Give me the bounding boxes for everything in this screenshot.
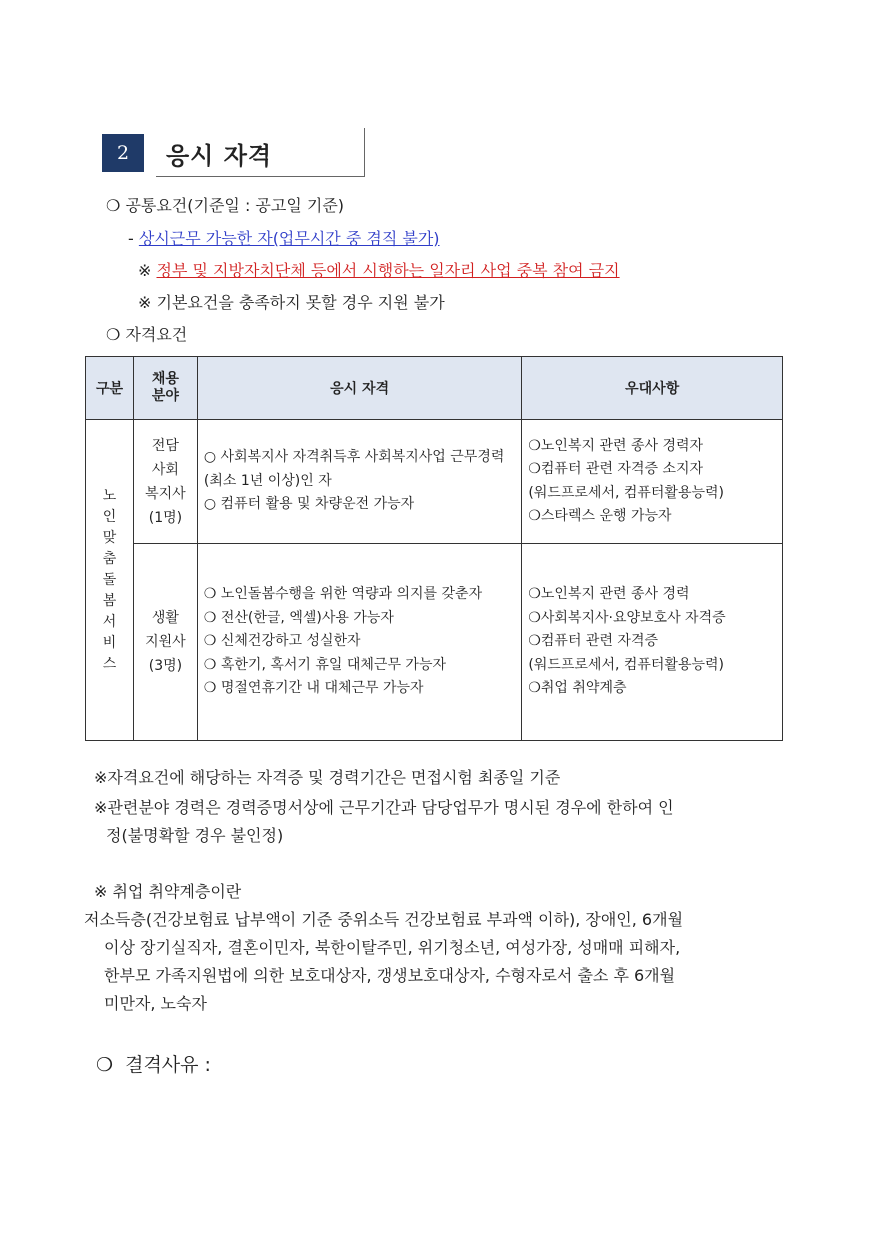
vulnerable-line: 이상 장기실직자, 결혼이민자, 북한이탈주민, 위기청소년, 여성가장, 성매매 피해자,	[104, 938, 681, 957]
common-note-basic: ※ 기본요건을 충족하지 못할 경우 지원 불가	[138, 293, 445, 312]
section-number-badge: 2	[102, 134, 144, 172]
list-item: ❍ 노인돌봄수행을 위한 역량과 의지를 갖춘자	[203, 586, 483, 603]
list-item: ○ 컴퓨터 활용 및 차량운전 가능자	[203, 496, 415, 513]
list-item: ❍ 전산(한글, 엑셀)사용 가능자	[203, 609, 394, 626]
requirements-table	[85, 356, 783, 741]
list-item: ❍컴퓨터 관련 자격증	[528, 633, 659, 650]
vulnerable-line: 한부모 가족지원법에 의한 보호대상자, 갱생보호대상자, 수형자로서 출소 후 6개월	[104, 966, 676, 985]
list-item: (워드프로세서, 컴퓨터활용능력)	[528, 656, 724, 673]
list-item: (워드프로세서, 컴퓨터활용능력)	[528, 484, 724, 501]
field-cell: 전담 사회 복지사 (1명)	[133, 420, 197, 544]
list-item: ❍컴퓨터 관련 자격증 소지자	[528, 461, 704, 477]
list-item: ❍ 혹한기, 혹서기 휴일 대체근무 가능자	[203, 656, 446, 673]
note-career-proof: ※관련분야 경력은 경력증명서상에 근무기간과 담당업무가 명시된 경우에 한하여 인	[94, 798, 674, 817]
preference-cell	[522, 420, 783, 544]
duplicate-participation-note: 정부 및 지방자치단체 등에서 시행하는 일자리 사업 중복 참여 금지	[156, 261, 620, 280]
preference-cell	[522, 544, 783, 741]
list-item: ❍노인복지 관련 종사 경력자	[528, 437, 704, 454]
category-cell: 노인맞춤돌봄서비스	[86, 420, 134, 741]
vulnerable-heading: ※ 취업 취약계층이란	[94, 882, 242, 901]
list-item: ❍ 명절연휴기간 내 대체근무 가능자	[203, 680, 424, 697]
note-qualification-date: ※자격요건에 해당하는 자격증 및 경력기간은 면접시험 최종일 기준	[94, 768, 561, 787]
header-field: 채용 분야	[133, 357, 197, 420]
list-item: ❍사회복지사·요양보호사 자격증	[528, 609, 726, 626]
qualification-cell	[197, 544, 521, 741]
header-category: 구분	[86, 357, 134, 420]
fulltime-requirement: 상시근무 가능한 자(업무시간 중 겸직 불가)	[138, 229, 440, 248]
list-item: ❍스타렉스 운행 가능자	[528, 508, 672, 524]
qualification-heading: ❍ 자격요건	[106, 325, 188, 344]
note-career-proof-cont: 정(불명확할 경우 불인정)	[106, 826, 284, 845]
vulnerable-line: 미만자, 노숙자	[104, 994, 207, 1013]
list-item: ○ 사회복지사 자격취득후 사회복지사업 근무경력(최소 1년 이상)인 자	[203, 449, 505, 489]
table-row	[86, 544, 783, 741]
header-qualification: 응시 자격	[197, 357, 521, 420]
header-preference: 우대사항	[522, 357, 783, 420]
list-item: ❍취업 취약계층	[528, 680, 627, 697]
table-row	[86, 420, 783, 544]
section-title: 응시 자격	[166, 142, 273, 170]
common-note-duplicate: ※ 정부 및 지방자치단체 등에서 시행하는 일자리 사업 중복 참여 금지	[138, 261, 620, 280]
list-item: ❍ 신체건강하고 성실한자	[203, 633, 361, 650]
common-requirements-heading: ❍ 공통요건(기준일 : 공고일 기준)	[106, 196, 345, 215]
common-item-fulltime: - 상시근무 가능한 자(업무시간 중 겸직 불가)	[128, 229, 440, 248]
disqualification-heading: ❍ 결격사유 :	[96, 1054, 211, 1076]
bullet-icon: ❍	[106, 196, 121, 215]
bullet-icon: ❍	[106, 325, 121, 344]
bullet-icon: ❍	[96, 1054, 114, 1076]
field-cell: 생활 지원사 (3명)	[133, 544, 197, 741]
list-item: ❍노인복지 관련 종사 경력	[528, 586, 690, 603]
table-header-row	[86, 357, 783, 420]
qualification-cell	[197, 420, 521, 544]
vulnerable-line: 저소득층(건강보험료 납부액이 기준 중위소득 건강보험료 부과액 이하), 장애인, 6개월	[84, 910, 684, 929]
